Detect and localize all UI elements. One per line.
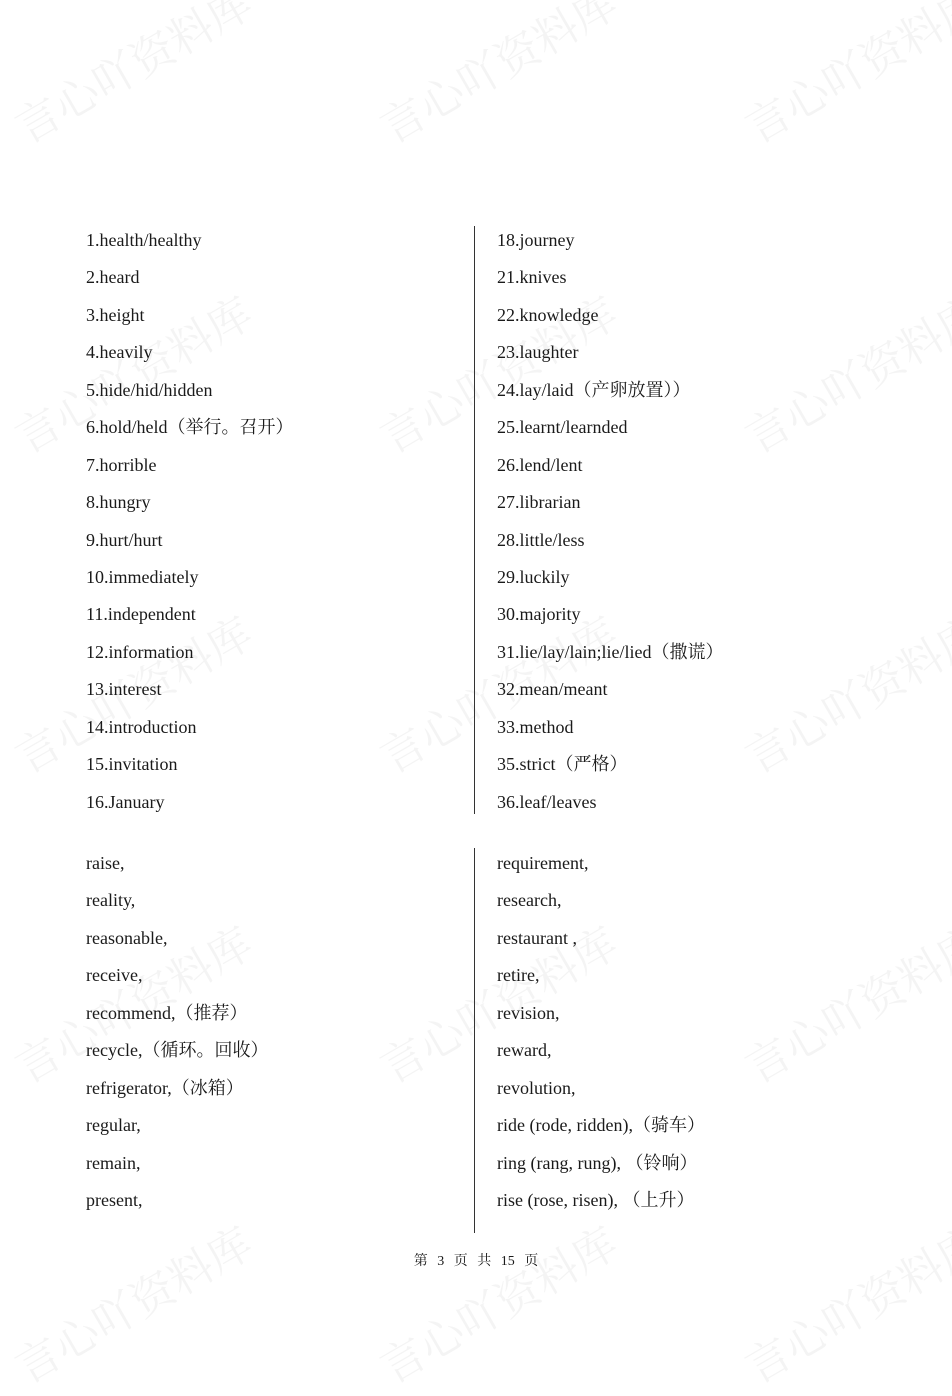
- vocab-item: 16.January: [86, 791, 165, 812]
- watermark: [367, 0, 628, 156]
- vocab-item: reward,: [497, 1040, 552, 1061]
- vocab-item: receive,: [86, 965, 143, 986]
- vocab-item: 35.strict（严格）: [497, 754, 628, 775]
- vocab-item: 24.lay/laid（产卵放置））: [497, 379, 691, 400]
- vocab-item: 6.hold/held（举行。召开）: [86, 417, 294, 438]
- vocab-item: 28.little/less: [497, 529, 585, 550]
- vocab-item: 18.journey: [497, 230, 575, 250]
- page-number-footer: 第 3 页 共 15 页: [413, 1254, 539, 1269]
- vocab-item: 32.mean/meant: [497, 679, 608, 700]
- vocab-item: 33.method: [497, 716, 574, 737]
- column-divider: [474, 848, 475, 1233]
- vocab-item: 13.interest: [86, 679, 162, 700]
- vocab-item: 1.health/healthy: [86, 230, 202, 250]
- vocab-item: 21.knives: [497, 267, 567, 288]
- vocab-item: 5.hide/hid/hidden: [86, 379, 213, 400]
- vocab-item: 25.learnt/learnded: [497, 417, 628, 438]
- vocab-item: 29.luckily: [497, 566, 570, 587]
- vocab-item: 15.invitation: [86, 754, 178, 775]
- vocab-item: 26.lend/lent: [497, 454, 583, 475]
- vocab-item: 27.librarian: [497, 492, 581, 513]
- watermark: [732, 1208, 952, 1395]
- watermark: [732, 0, 952, 156]
- vocab-item: ring (rang, rung), （铃响）: [497, 1152, 698, 1173]
- vocab-item: recycle,（循环。回收）: [86, 1040, 269, 1061]
- vocab-item: revision,: [497, 1002, 560, 1023]
- vocab-item: restaurant ,: [497, 927, 577, 948]
- vocab-item: 10.immediately: [86, 566, 199, 587]
- vocab-item: regular,: [86, 1115, 141, 1136]
- vocab-list-section1-left: [86, 222, 466, 821]
- watermark: [2, 0, 263, 156]
- vocab-item: 7.horrible: [86, 454, 157, 475]
- vocab-item: 31.lie/lay/lain;lie/lied（撒谎）: [497, 641, 724, 662]
- vocab-item: ride (rode, ridden),（骑车）: [497, 1115, 705, 1136]
- vocab-item: 36.leaf/leaves: [497, 791, 597, 812]
- vocab-item: remain,: [86, 1152, 141, 1173]
- vocab-item: requirement,: [497, 853, 589, 873]
- vocab-item: reality,: [86, 890, 136, 911]
- vocab-item: raise,: [86, 853, 125, 873]
- vocab-item: 9.hurt/hurt: [86, 529, 163, 550]
- vocab-item: 2.heard: [86, 267, 140, 288]
- vocab-item: 4.heavily: [86, 342, 153, 363]
- watermark: [367, 1208, 628, 1395]
- vocab-item: 14.introduction: [86, 716, 197, 737]
- vocab-item: reasonable,: [86, 927, 168, 948]
- vocab-list-section1-right: [497, 222, 877, 821]
- column-divider: [474, 226, 475, 814]
- vocab-item: revolution,: [497, 1077, 576, 1098]
- vocab-item: 12.information: [86, 641, 194, 662]
- vocab-item: 3.height: [86, 304, 145, 325]
- vocab-list-section2-right: [497, 845, 877, 1219]
- vocab-item: refrigerator,（冰箱）: [86, 1077, 244, 1098]
- vocab-item: 30.majority: [497, 604, 581, 625]
- vocab-item: retire,: [497, 965, 540, 986]
- vocab-item: 23.laughter: [497, 342, 579, 363]
- vocab-item: recommend,（推荐）: [86, 1002, 248, 1023]
- vocab-list-section2-left: [86, 845, 466, 1219]
- vocab-item: research,: [497, 890, 562, 911]
- watermark: [2, 1208, 263, 1395]
- vocab-item: present,: [86, 1189, 143, 1210]
- vocab-item: 8.hungry: [86, 492, 151, 513]
- vocab-item: rise (rose, risen), （上升）: [497, 1189, 695, 1210]
- vocab-item: 22.knowledge: [497, 304, 599, 325]
- vocab-item: 11.independent: [86, 604, 196, 625]
